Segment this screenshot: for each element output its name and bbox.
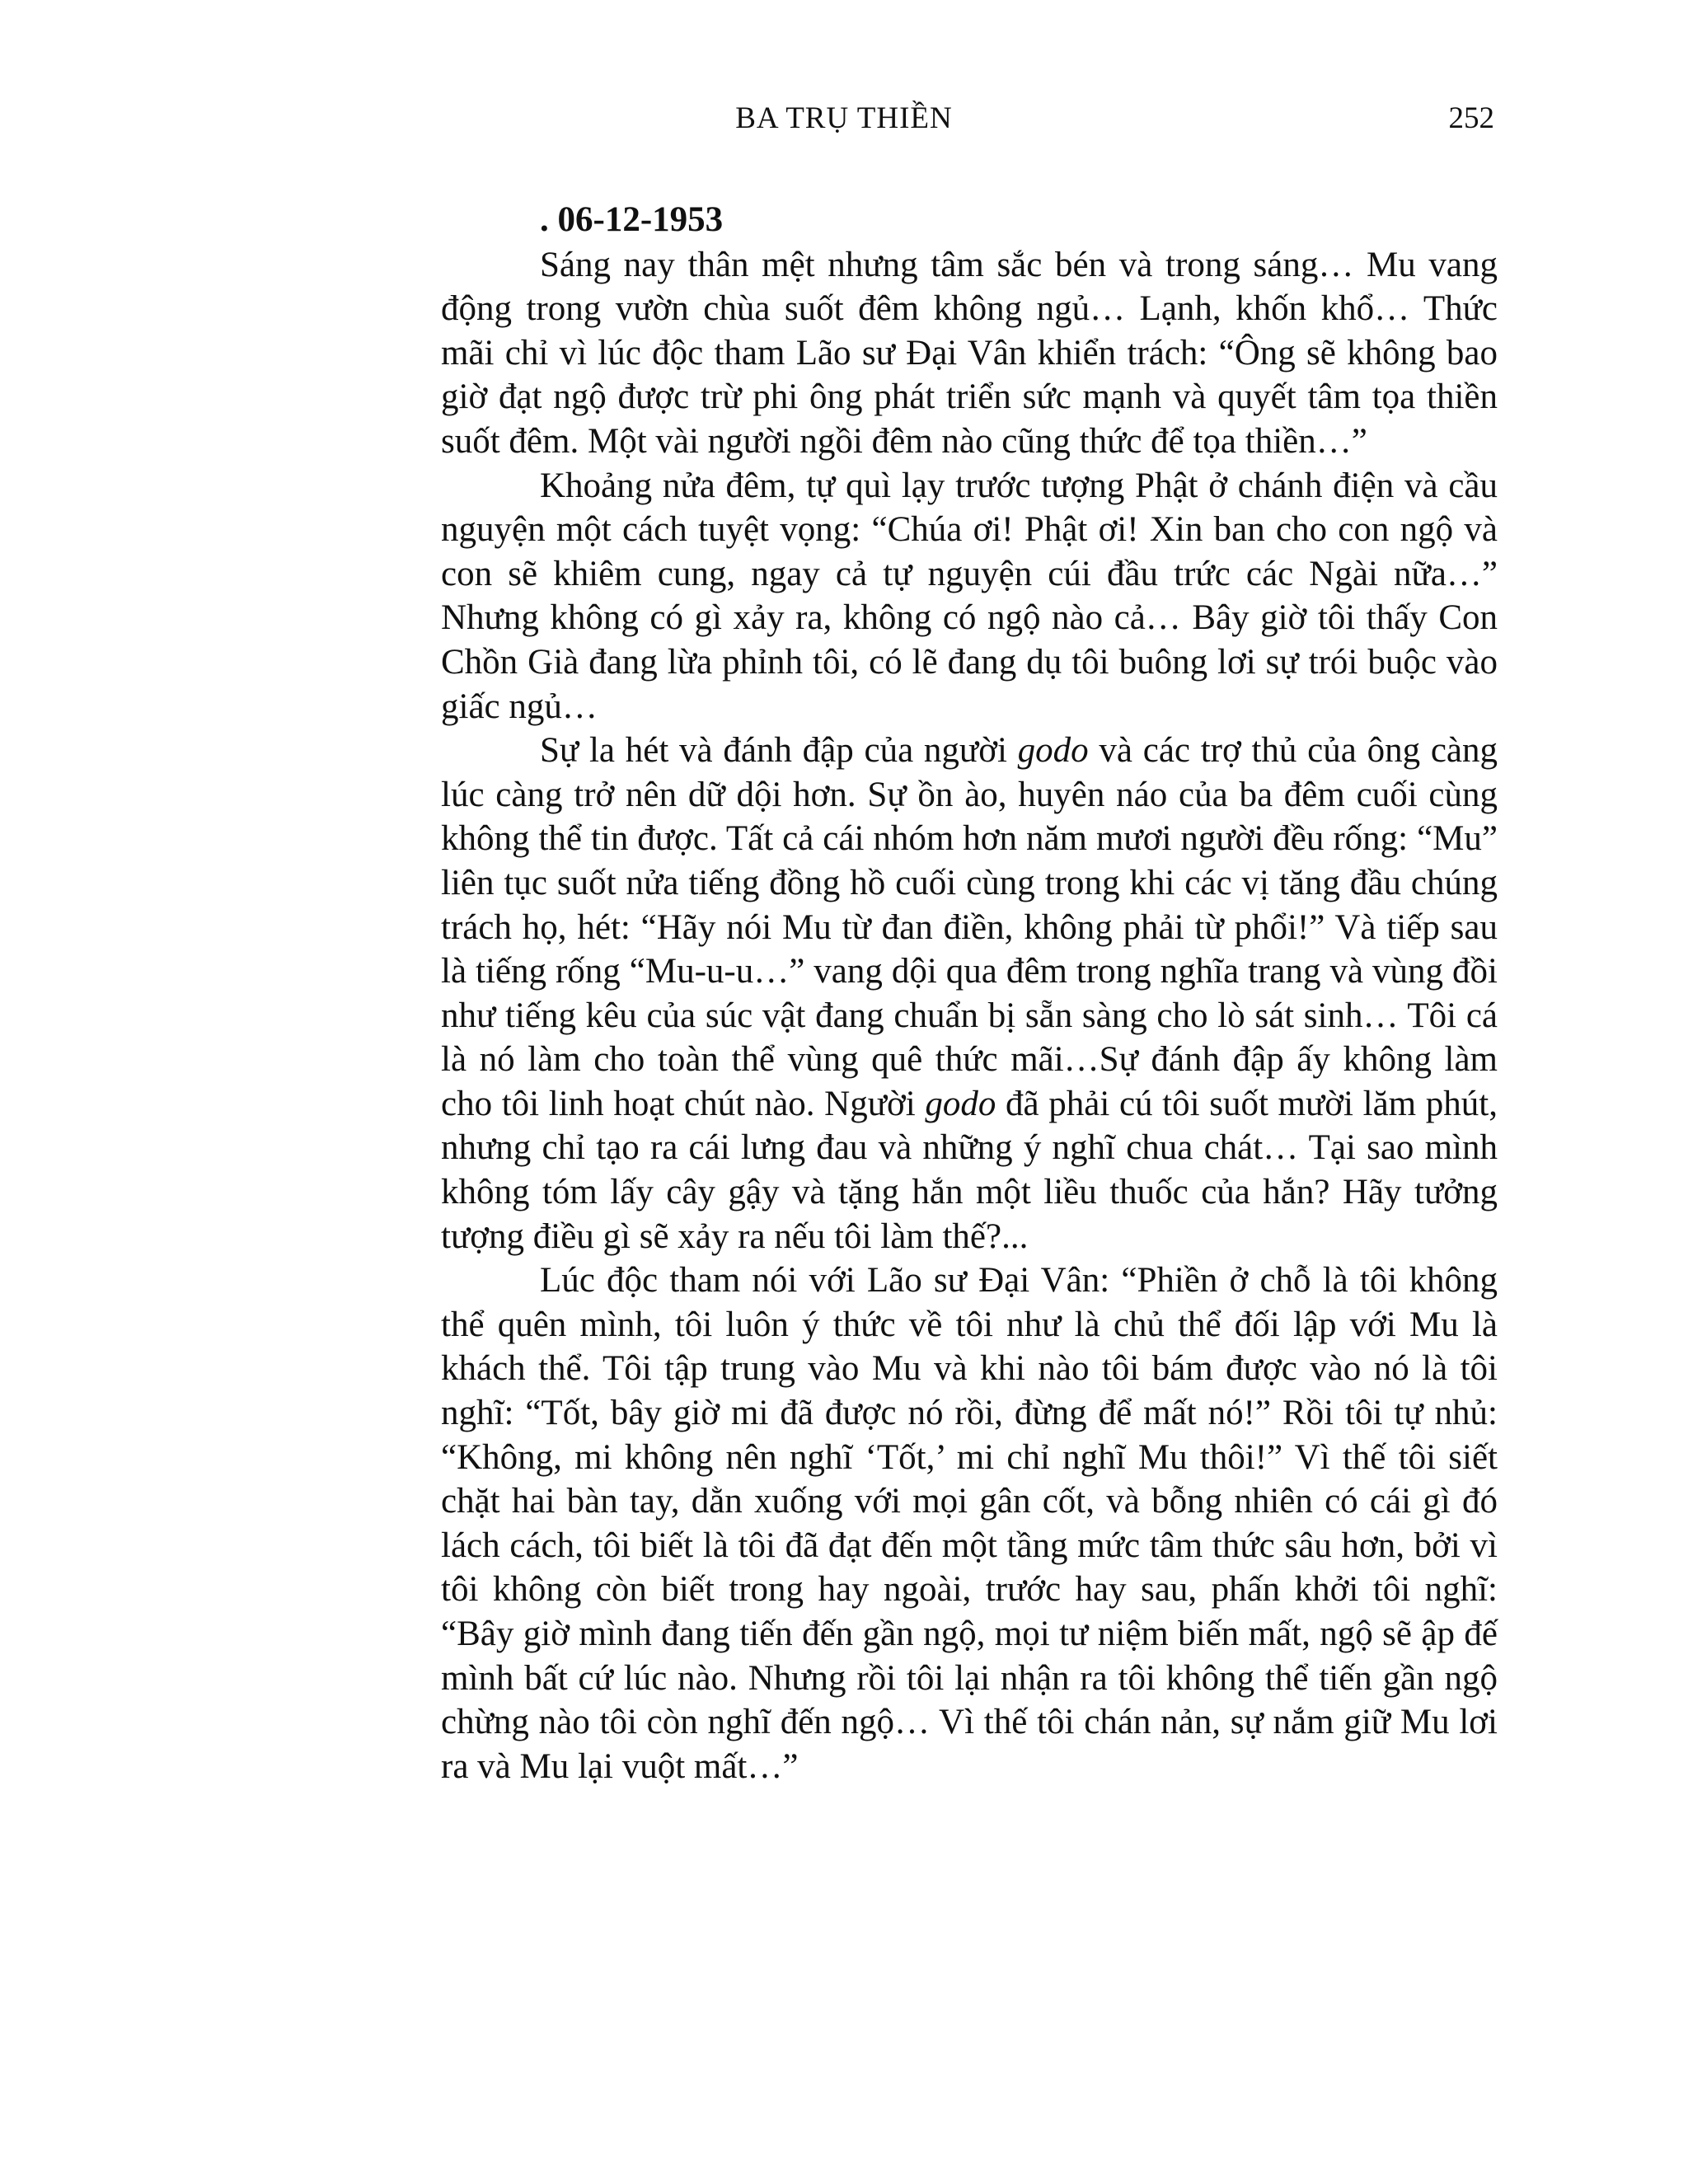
entry-date: . 06-12-1953 bbox=[540, 200, 724, 239]
paragraph-4: Lúc độc tham nói với Lão sư Đại Vân: “Phiền ở chỗ là tôi không thể quên mình, tôi luôn ý thức về tôi như là chủ thể đối lập với Mu là khách thể. Tôi tập trung vào Mu và khi nào tôi bám được vào nó là tôi nghĩ: “Tốt, bây giờ mi đã được nó rồi, đừng để mất nó!” Rồi tôi tự nhủ: “Không, mi không nên nghĩ ‘Tốt,’ mi chỉ nghĩ Mu thôi!” Vì thế tôi siết chặt hai bàn tay, dằn xuống với mọi gân cốt, và bỗng nhiên có cái gì đó lách cách, tôi biết là tôi đã đạt đến một tầng mức tâm thức sâu hơn, bởi vì tôi không còn biết trong hay ngoài, trước hay sau, phấn khởi tôi nghĩ: “Bây giờ mình đang tiến đến gần ngộ, mọi tư niệm biến mất, ngộ sẽ ập đế mình bất cứ lúc nào. Nhưng rồi tôi lại nhận ra tôi không thể tiến gần ngộ chừng nào tôi còn nghĩ đến ngộ… Vì thế tôi chán nản, sự nắm giữ Mu lơi ra và Mu lại vuột mất…” bbox=[441, 1261, 1498, 1786]
paragraph-3 bbox=[441, 729, 1498, 1258]
paragraph-1: Sáng nay thân mệt nhưng tâm sắc bén và trong sáng… Mu vang động trong vườn chùa suốt đêm không ngủ… Lạnh, khốn khổ… Thức mãi chỉ vì lúc độc tham Lão sư Đại Vân khiển trách: “Ông sẽ không bao giờ đạt ngộ được trừ phi ông phát triển sức mạnh và quyết tâm tọa thiền suốt đêm. Một vài người ngồi đêm nào cũng thức để tọa thiền…” bbox=[441, 245, 1498, 461]
page-number: 252 bbox=[1448, 101, 1494, 135]
paragraph-2: Khoảng nửa đêm, tự quì lạy trước tượng Phật ở chánh điện và cầu nguyện một cách tuyệt vọng: “Chúa ơi! Phật ơi! Xin ban cho con ngộ và con sẽ khiêm cung, ngay cả tự nguyện cúi đầu trức các Ngài nữa…” Nhưng không có gì xảy ra, không có ngộ nào cả… Bây giờ tôi thấy Con Chồn Già đang lừa phỉnh tôi, có lẽ đang dụ tôi buông lơi sự trói buộc vào giấc ngủ… bbox=[441, 466, 1498, 726]
paragraph-3-part-2: và các trợ thủ của ông càng lúc càng trở nên dữ dội hơn. Sự ồn ào, huyên náo của ba đêm cuối cùng không thể tin được. Tất cả cái nhóm hơn năm mươi người đều rống: “Mu” liên tục suốt nửa tiếng đồng hồ cuối cùng trong khi các vị tăng đầu chúng trách họ, hét: “Hãy nói Mu từ đan điền, không phải từ phổi!” Và tiếp sau là tiếng rống “Mu-u-u…” vang dội qua đêm trong nghĩa trang và vùng đồi như tiếng kêu của súc vật đang chuẩn bị sẵn sàng cho lò sát sinh… Tôi cá là nó làm cho toàn thể vùng quê thức mãi…Sự đánh đập ấy không làm cho tôi linh hoạt chút nào. Người bbox=[441, 731, 1498, 1123]
godo-term: godo bbox=[925, 1084, 996, 1123]
journal-entry bbox=[441, 198, 1498, 1788]
running-title: BA TRỤ THIỀN bbox=[735, 101, 953, 135]
paragraph-3-part-3: đã phải cú tôi suốt mười lăm phút, nhưng chỉ tạo ra cái lưng đau và những ý nghĩ chua chát… Tại sao mình không tóm lấy cây gậy và tặng hắn một liều thuốc của hắn? Hãy tưởng tượng điều gì sẽ xảy ra nếu tôi làm thế?... bbox=[441, 1084, 1498, 1256]
paragraph-3-part-1: Sự la hét và đánh đập của người bbox=[540, 731, 1018, 771]
godo-term: godo bbox=[1017, 731, 1089, 771]
